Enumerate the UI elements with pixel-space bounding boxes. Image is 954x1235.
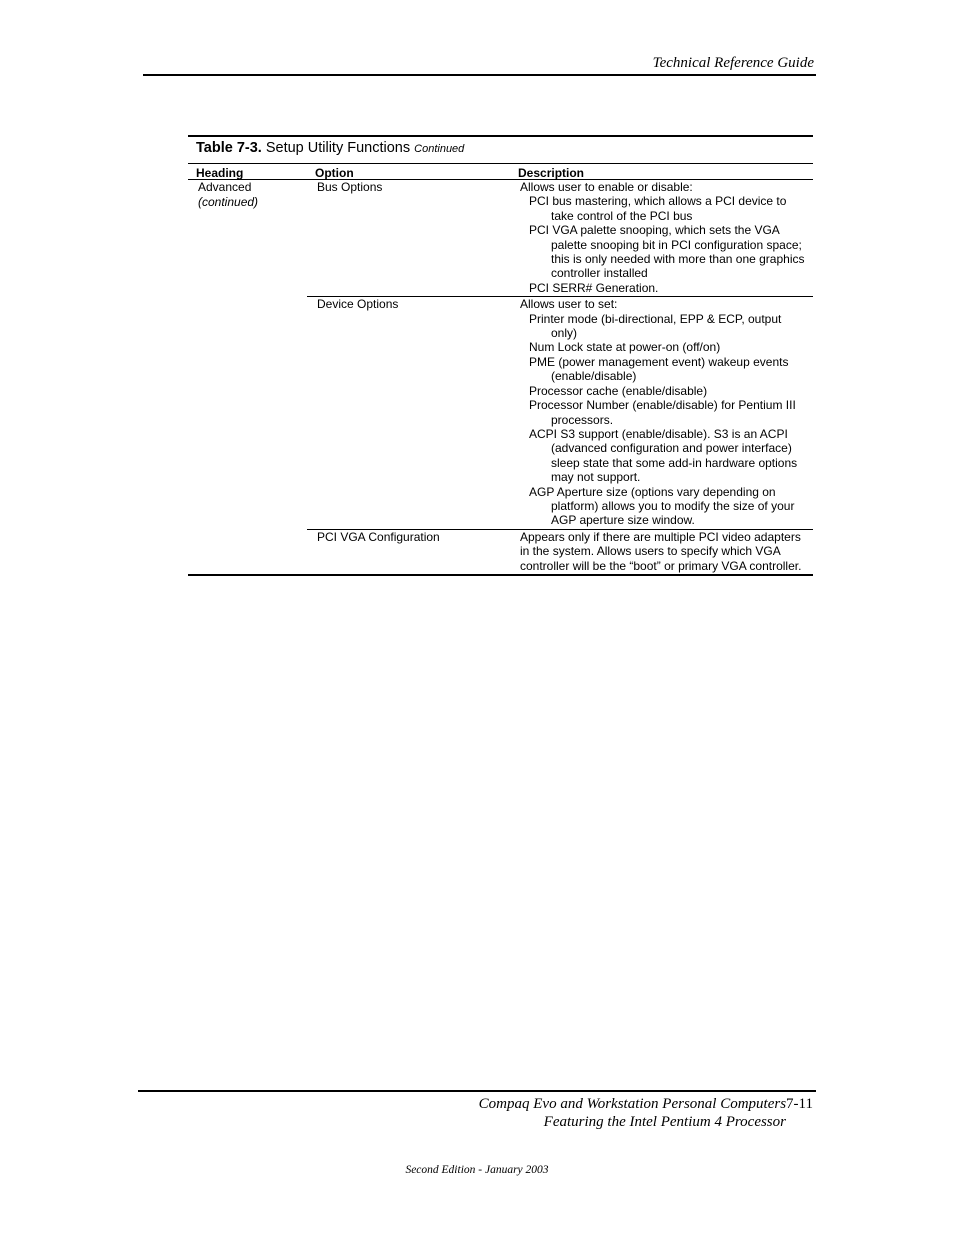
table-row [307, 296, 813, 529]
column-header-option: Option [315, 166, 354, 180]
caption-suffix: Continued [414, 143, 465, 155]
running-header: Technical Reference Guide [652, 55, 814, 71]
column-header-description: Description [518, 166, 585, 180]
description-item: PME (power management event) wakeup events (enable/disable) [529, 354, 789, 384]
description-intro: Appears only if there are multiple PCI video adapters in the system. Allows users to specify which VGA controller will be the “boot” or primary VGA controller. [520, 529, 802, 573]
description-item: PCI VGA palette snooping, which sets the VGA palette snooping bit in PCI configuration space; this is only needed with more than one graphics controller installed [529, 223, 805, 281]
option-description [510, 180, 813, 296]
edition-note: Second Edition - January 2003 [405, 1164, 549, 1176]
description-item: ACPI S3 support (enable/disable). S3 is an ACPI (advanced configuration and power interface) sleep state that some add-in hardware options may not support. [529, 426, 798, 485]
table-row [307, 180, 813, 296]
description-item: Num Lock state at power-on (off/on) [529, 340, 721, 355]
description-item: PCI SERR# Generation. [529, 280, 659, 295]
table-body [188, 180, 813, 576]
footer-book-title: Compaq Evo and Workstation Personal Computers [478, 1096, 787, 1112]
heading-name: Advanced [198, 180, 252, 194]
page-number: 7-11 [786, 1096, 813, 1112]
setup-utility-table [188, 135, 813, 576]
table-row [307, 529, 813, 574]
heading-cell [188, 180, 307, 574]
option-description [510, 297, 813, 529]
footer-rule [138, 1090, 816, 1092]
caption-title: Setup Utility Functions [265, 140, 411, 156]
description-item: Processor Number (enable/disable) for Pentium III processors. [529, 398, 796, 427]
table-header-row [188, 164, 813, 180]
description-intro: Allows user to set: [520, 297, 618, 312]
header-rule [143, 74, 816, 76]
caption-label: Table 7-3. [196, 140, 262, 156]
description-item: AGP Aperture size (options vary depending on platform) allows you to modify the size of your AGP aperture size window. [529, 484, 795, 528]
table-caption [188, 137, 813, 163]
description-intro: Allows user to enable or disable: [520, 180, 693, 194]
option-name: Device Options [317, 297, 399, 312]
footer-title-line [479, 1096, 813, 1113]
description-item: Processor cache (enable/disable) [529, 383, 708, 398]
option-description [510, 530, 813, 574]
option-name: PCI VGA Configuration [317, 529, 440, 544]
description-item: Printer mode (bi-directional, EPP & ECP, output only) [529, 311, 782, 341]
option-name: Bus Options [317, 180, 383, 194]
option-rows [307, 180, 813, 574]
description-item: PCI bus mastering, which allows a PCI device to take control of the PCI bus [529, 194, 787, 223]
column-header-heading: Heading [196, 166, 244, 180]
footer-subtitle: Featuring the Intel Pentium 4 Processor [543, 1114, 786, 1130]
heading-note: (continued) [198, 194, 259, 209]
